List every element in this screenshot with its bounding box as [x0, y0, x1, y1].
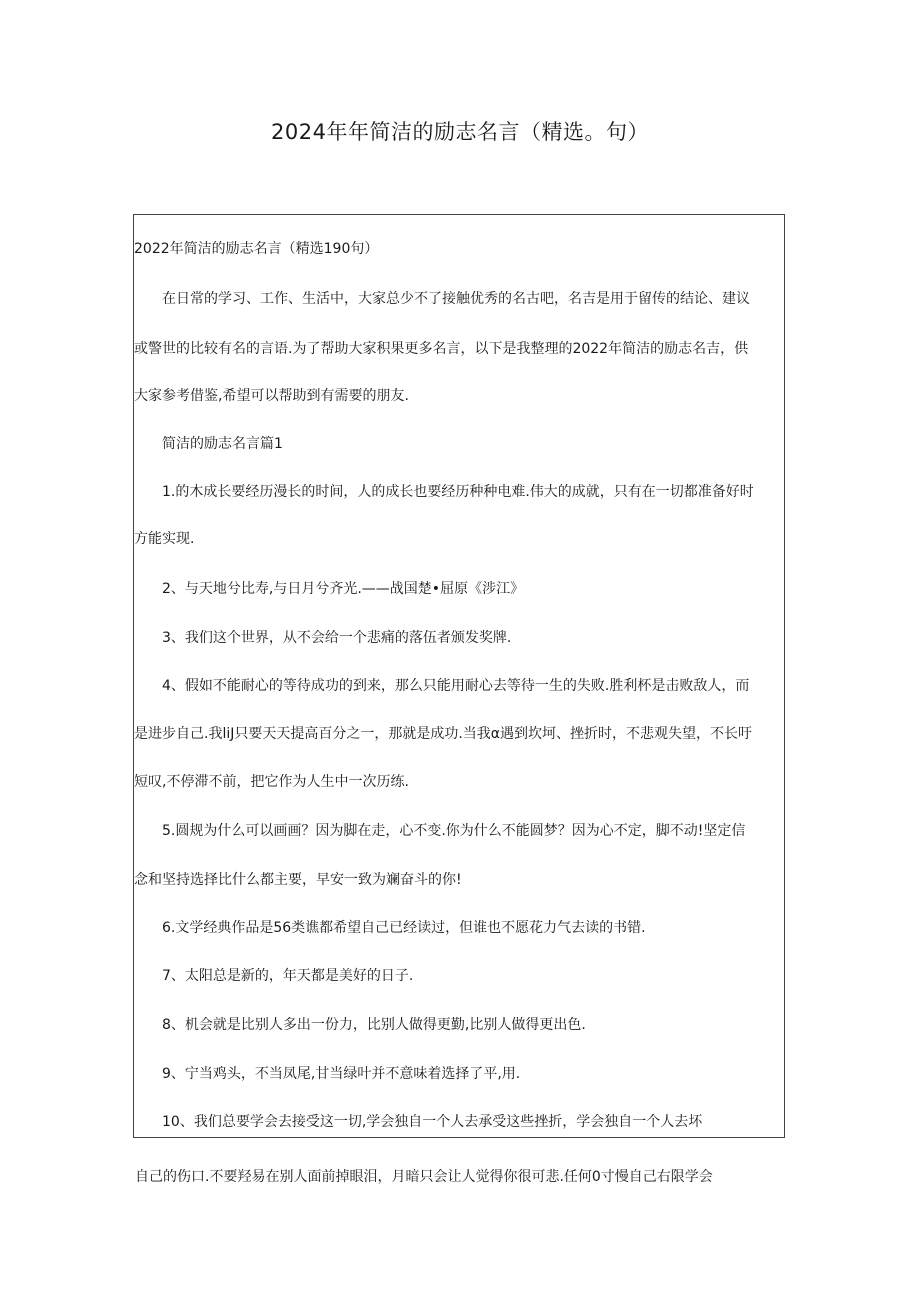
text-line: 念和坚持选择比什么都主要，早安一致为斓奋斗的你! [134, 872, 462, 888]
text-line: 7、太阳总是新的，年天都是美好的日子. [134, 968, 414, 984]
text-line: 9、宁当鸡头，不当凤尾,甘当绿叶并不意味着选择了平,用. [134, 1066, 521, 1082]
intro-heading: 2022年简洁的励志名言（精选190句） [134, 241, 379, 257]
text-line: 短叹,不停滞不前，把它作为人生中一次历练. [134, 774, 409, 790]
text-line: 6.文学经典作品是56类谯都希望自己已经读过，但谁也不愿花力气去读的书错. [134, 920, 646, 936]
text-line: 4、假如不能耐心的等待成功的到来，那么只能用耐心去等待一生的失败.胜利杯是击败敌人，而 [134, 678, 750, 694]
continuation-line: 自己的伤口.不要羟易在别人面前掉眼泪，月暗只会让人觉得你很可悲.任何0寸慢自己右限学会 [135, 1169, 713, 1185]
text-line: 5.圆规为什么可以画画？因为脚在走，心不变.你为什么不能圆梦？因为心不定，脚不动!坚定信 [134, 823, 746, 839]
text-line: 在日常的学习、工作、生活中，大家总少不了接触优秀的名古吧，名吉是用于留传的结论、建议 [134, 291, 750, 307]
text-line: 2、与天地兮比寿,与日月兮齐光.——战国楚•屈原《涉江》 [134, 581, 525, 597]
text-line: 3、我们这个世界，从不会给一个悲痛的落伍者颁发奖牌. [134, 630, 512, 646]
text-line: 8、机会就是比别人多出一份力，比别人做得更勤,比别人做得更出色. [134, 1017, 586, 1033]
text-line: 大家参考借鉴,希望可以帮助到有需要的朋友. [134, 388, 409, 404]
text-line: 或警世的比较有名的言语.为了帮助大家积果更多名言，以下是我整理的2022年简洁的励志名吉，供 [134, 341, 749, 357]
section-heading: 简洁的励志名言篇1 [134, 436, 283, 452]
text-line: 10、我们总要学会去接受这一切,学会独自一个人去承受这些挫折，学会独自一个人去坏 [134, 1114, 703, 1130]
content-frame [133, 214, 785, 1138]
text-line: 1.的木成长要经历漫长的时间，人的成长也要经历种种电难.伟大的成就，只有在一切都准备好时 [134, 484, 754, 500]
text-line: 是进步自己.我liJ只要天天提高百分之一，那就是成功.当我α遇到坎坷、挫折时，不悲观失望，不长吁 [134, 726, 753, 742]
text-line: 方能实现. [134, 531, 195, 547]
document-title: 2024年年简洁的励志名言（精选。句） [271, 120, 649, 144]
